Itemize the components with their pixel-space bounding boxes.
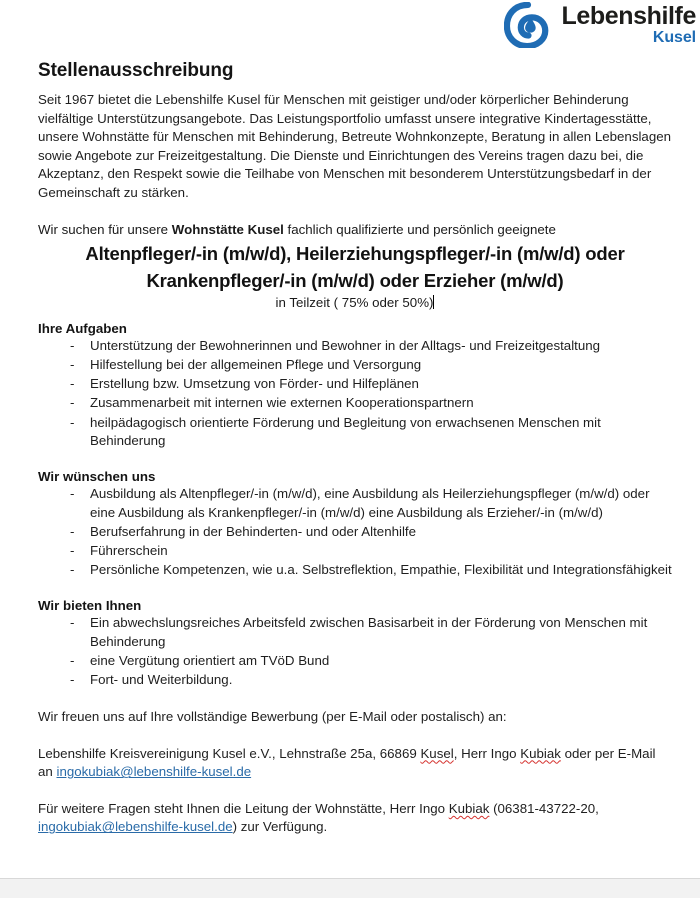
list-item-text: Unterstützung der Bewohnerinnen und Bewohner in der Alltags- und Freizeitgestaltung [90, 338, 601, 354]
dash-bullet-icon: - [70, 543, 75, 558]
list-item-text: Ein abwechslungsreiches Arbeitsfeld zwischen Basisarbeit in der Förderung von Menschen mit Behinderung [90, 615, 648, 649]
job-title-line-1: Altenpfleger/-in (m/w/d), Heilerziehungspfleger/-in (m/w/d) oder [85, 243, 625, 265]
dash-bullet-icon: - [70, 338, 75, 354]
job-subtitle-text: in Teilzeit ( 75% oder 50%) [275, 295, 434, 311]
list-item-text: Erstellung bzw. Umsetzung von Förder- und Hilfeplänen [90, 376, 419, 392]
dash-bullet-icon: - [70, 652, 75, 668]
email-link-primary[interactable]: ingokubiak@lebenshilfe-kusel.de [56, 764, 252, 780]
list-item [38, 671, 672, 690]
dash-bullet-icon: - [70, 671, 75, 687]
closing-intro-paragraph: Wir freuen uns auf Ihre vollständige Bewerbung (per E-Mail oder postalisch) an: [38, 709, 507, 725]
text-cursor-caret [433, 295, 434, 309]
job-title-line-2: Krankenpfleger/-in (m/w/d) oder Erzieher (m/w/d) [146, 270, 564, 292]
list-item [38, 414, 672, 451]
logo-wordmark [561, 4, 696, 46]
lead-line [38, 221, 672, 240]
lead-before: Wir suchen für unsere [38, 221, 172, 237]
list-item-text: Persönliche Kompetenzen, wie u.a. Selbstreflektion, Empathie, Flexibilität und Integrationsfähigkeit [90, 562, 672, 578]
email-link-secondary[interactable]: ingokubiak@lebenshilfe-kusel.de [38, 819, 233, 835]
list-item [38, 337, 672, 356]
list-item-text: Berufserfahrung in der Behinderten- und oder Altenhilfe [90, 523, 416, 539]
lead-bold: Wohnstätte Kusel [171, 221, 284, 237]
page-title: Stellenausschreibung [38, 60, 234, 81]
contact-part-1: Für weitere Fragen steht Ihnen die Leitung der Wohnstätte, Herr Ingo [38, 800, 449, 816]
list-item-text: heilpädagogisch orientierte Förderung und Begleitung von erwachsenen Menschen mit Behinderung [90, 414, 601, 449]
address-paragraph [38, 745, 672, 782]
list-item [38, 523, 672, 542]
section-heading-bieten: Wir bieten Ihnen [38, 598, 142, 614]
address-part-2: , Herr Ingo [453, 745, 521, 761]
list-item [38, 356, 672, 375]
spellcheck-word-kubiak-2: Kubiak [448, 800, 490, 816]
section-heading-wuensche: Wir wünschen uns [38, 469, 156, 485]
list-aufgaben [38, 337, 672, 451]
dash-bullet-icon: - [70, 615, 75, 631]
intro-paragraph: Seit 1967 bietet die Lebenshilfe Kusel für Menschen mit geistiger und/oder körperlicher Behinderung vielfältige Unterstützungsangebote. Das Leistungsportfolio umfasst unsere integrative Kindertagesstätte, unsere Wohnstätte für Menschen mit Behinderung, Betreute Wohnkonzepte, Beratung in allen Lebenslagen sowie Angebote zur Freizeitgestaltung. Die Dienste und Einrichtungen des Vereins tragen dazu bei, die Akzeptanz, den Respekt sowie die Teilhabe von Menschen mit besonderem Unterstützungsbedarf in der Gemeinschaft zu stärken. [38, 92, 671, 200]
list-item [38, 652, 672, 671]
dash-bullet-icon: - [70, 562, 75, 578]
list-item [38, 394, 672, 413]
list-item [38, 542, 672, 561]
job-subtitle [38, 294, 672, 312]
document-body [38, 60, 672, 837]
spellcheck-word-kusel: Kusel [420, 745, 454, 761]
contact-part-3: ) zur Verfügung. [232, 819, 328, 835]
list-item [38, 561, 672, 580]
lebenshilfe-spiral-icon [504, 2, 552, 48]
dash-bullet-icon: - [70, 414, 75, 430]
dash-bullet-icon: - [70, 395, 75, 411]
address-part-1: Lebenshilfe Kreisvereinigung Kusel e.V., Lehnstraße 25a, 66869 [38, 745, 421, 761]
list-item-text: Hilfestellung bei der allgemeinen Pflege und Versorgung [90, 357, 422, 373]
contact-part-2: (06381-43722-20, [489, 800, 599, 816]
logo-main-text: Lebenshilfe [561, 2, 696, 30]
logo-sub-text: Kusel [652, 29, 696, 46]
dash-bullet-icon: - [70, 486, 75, 502]
dash-bullet-icon: - [70, 376, 75, 392]
list-item-text: Zusammenarbeit mit internen wie externen Kooperationspartnern [90, 395, 474, 411]
list-wuensche [38, 485, 672, 579]
list-item-text: Ausbildung als Altenpfleger/-in (m/w/d), eine Ausbildung als Heilerziehungspfleger (m/w/d) oder eine Ausbildung als Krankenpfleger/-in (m/w/d) eine Ausbildung als Erzieher/-in (m/w/d) [90, 486, 650, 520]
address-part-3: oder per E-Mail an [38, 745, 656, 780]
list-item-text: eine Vergütung orientiert am TVöD Bund [90, 652, 330, 668]
dash-bullet-icon: - [70, 523, 75, 539]
dash-bullet-icon: - [70, 357, 75, 373]
list-item-text: Führerschein [90, 543, 168, 558]
contact-paragraph [38, 800, 672, 837]
lead-after: fachlich qualifizierte und persönlich geeignete [283, 221, 556, 237]
list-item [38, 614, 672, 651]
lebenshilfe-logo [504, 2, 696, 48]
page-bottom-edge [0, 878, 700, 898]
list-item [38, 485, 672, 522]
list-item [38, 375, 672, 394]
list-bieten [38, 614, 672, 689]
section-heading-aufgaben: Ihre Aufgaben [38, 321, 127, 337]
list-item-text: Fort- und Weiterbildung. [90, 671, 233, 687]
spellcheck-word-kubiak: Kubiak [520, 745, 561, 761]
